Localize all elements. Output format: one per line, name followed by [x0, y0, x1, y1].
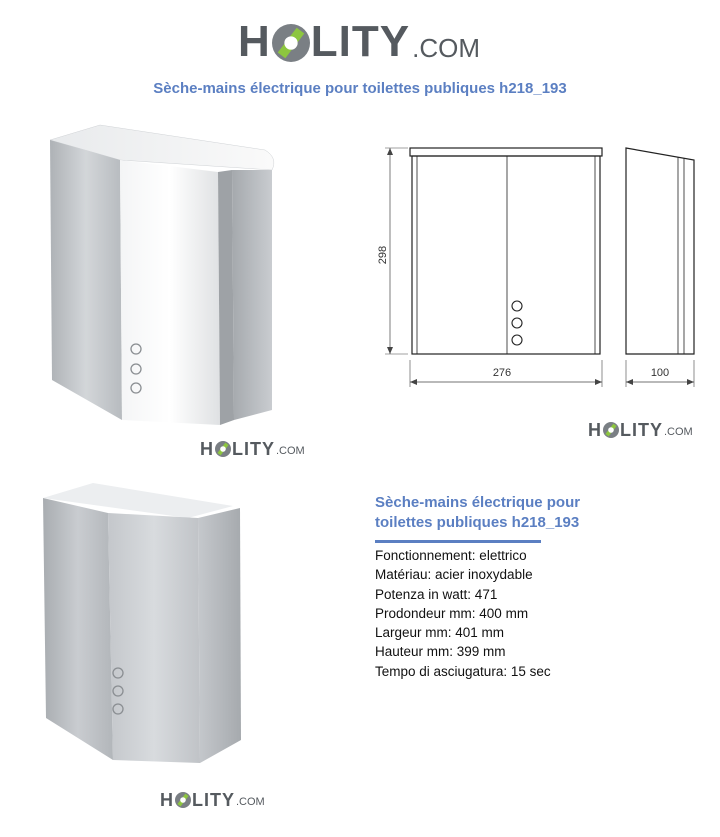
logo-o-icon [603, 422, 619, 438]
spec-list [375, 546, 675, 681]
page-title: Sèche-mains électrique pour toilettes publiques h218_193 [153, 80, 567, 97]
depth-dimension-label: 100 [650, 367, 670, 379]
width-dimension-label: 276 [492, 367, 512, 379]
spec-item: Fonctionnement: elettrico [375, 548, 527, 563]
brand-logo[interactable] [238, 17, 480, 66]
spec-item: Prodondeur mm: 400 mm [375, 605, 529, 621]
height-dimension-label: 298 [377, 245, 389, 265]
technical-drawing-side [620, 140, 700, 390]
watermark-logo-photo1: H LITY .COM [200, 439, 305, 459]
spec-item: Hauteur mm: 399 mm [375, 644, 506, 660]
product-photo-side [38, 478, 248, 778]
product-title-line1: Sèche-mains électrique pour [375, 494, 581, 511]
logo-o-icon [272, 24, 310, 62]
logo-o-icon [175, 792, 191, 808]
title-divider [375, 540, 541, 543]
logo-text-com: .COM [412, 33, 480, 63]
logo-text-lity: LITY [310, 17, 411, 66]
logo-text-h: H [238, 17, 271, 66]
product-title-line2: toilettes publiques h218_193 [375, 514, 580, 531]
spec-item: Tempo di asciugatura: 15 sec [375, 663, 551, 679]
logo-o-icon [215, 441, 231, 457]
spec-item: Matériau: acier inoxydable [375, 567, 533, 583]
spec-item: Largeur mm: 401 mm [375, 625, 505, 641]
product-title [375, 493, 635, 533]
watermark-logo-photo2: H LITY .COM [160, 790, 265, 810]
watermark-logo-drawing: H LITY .COM [588, 420, 693, 440]
product-photo-front [40, 120, 290, 430]
spec-item: Potenza in watt: 471 [375, 586, 498, 602]
technical-drawing-front [370, 140, 615, 390]
